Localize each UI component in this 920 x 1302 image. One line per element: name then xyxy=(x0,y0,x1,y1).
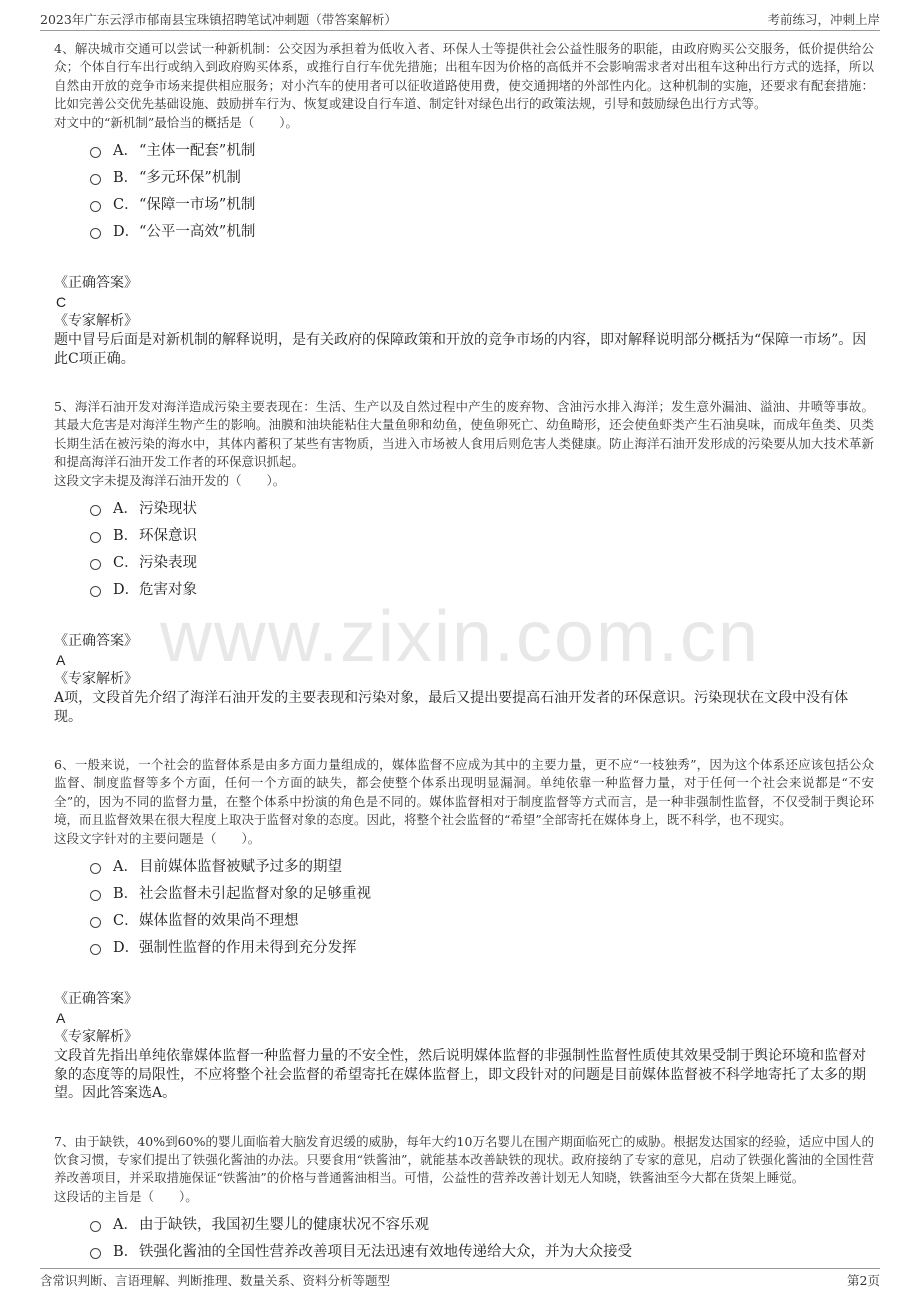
option-c[interactable]: C． “保障一市场”机制 xyxy=(90,190,874,217)
question-prompt: 这段文字未提及海洋石油开发的（ ）。 xyxy=(54,472,286,488)
analysis-text: 题中冒号后面是对新机制的解释说明，是有关政府的保障政策和开放的竞争市场的内容，即对解释说明部分概括为“保障一市场”。因此C项正确。 xyxy=(54,332,867,367)
page-content xyxy=(54,40,874,1294)
option-a[interactable]: A． 由于缺铁，我国初生婴儿的健康状况不容乐观 xyxy=(90,1210,874,1237)
analysis-text: A项，文段首先介绍了海洋石油开发的主要表现和污染对象，最后又提出要提高石油开发者的环保意识。污染现状在文段中没有体现。 xyxy=(54,690,849,725)
radio-icon[interactable] xyxy=(90,1248,101,1259)
option-d[interactable]: D． 强制性监督的作用未得到充分发挥 xyxy=(90,933,874,960)
answer-title: 《正确答案》 xyxy=(54,275,138,292)
page-number: 第2页 xyxy=(847,1273,880,1288)
option-list xyxy=(90,494,874,602)
option-b[interactable]: B． “多元环保”机制 xyxy=(90,163,874,190)
radio-icon[interactable] xyxy=(90,505,101,516)
option-a[interactable]: A． 目前媒体监督被赋予过多的期望 xyxy=(90,852,874,879)
header-slogan: 考前练习，冲刺上岸 xyxy=(767,12,880,27)
option-a[interactable]: A． “主体一配套”机制 xyxy=(90,136,874,163)
footer-note: 含常识判断、言语理解、判断推理、数量关系、资料分析等题型 xyxy=(40,1273,391,1288)
radio-icon[interactable] xyxy=(90,586,101,597)
answer-block xyxy=(54,274,874,368)
question-6 xyxy=(54,756,874,1103)
option-b[interactable]: B． 环保意识 xyxy=(90,521,874,548)
radio-icon[interactable] xyxy=(90,917,101,928)
document-title: 2023年广东云浮市郁南县宝珠镇招聘笔试冲刺题（带答案解析） xyxy=(40,12,397,27)
radio-icon[interactable] xyxy=(90,890,101,901)
radio-icon[interactable] xyxy=(90,174,101,185)
analysis-text: 文段首先指出单纯依靠媒体监督一种监督力量的不安全性，然后说明媒体监督的非强制性监督性质使其效果受制于舆论环境和监督对象的态度等的局限性，不应将整个社会监督的希望寄托在媒体监督上，即文段针对的问题是目前媒体监督被不科学地寄托了太多的期望。因此答案选A。 xyxy=(54,1048,866,1102)
analysis-title: 《专家解析》 xyxy=(54,671,138,688)
option-list xyxy=(90,852,874,960)
option-b[interactable]: B． 社会监督未引起监督对象的足够重视 xyxy=(90,879,874,906)
radio-icon[interactable] xyxy=(90,863,101,874)
radio-icon[interactable] xyxy=(90,228,101,239)
option-c[interactable]: C． 污染表现 xyxy=(90,548,874,575)
question-text: 5、海洋石油开发对海洋造成污染主要表现在：生活、生产以及自然过程中产生的废弃物、含油污水排入海洋；发生意外漏油、溢油、井喷等事故。其最大危害是对海洋生物产生的影响。油膜和油块能粘住大量鱼卵和幼鱼，使鱼卵死亡、幼鱼畸形，还会使鱼虾类产生石油臭味，而成年鱼类、贝类长期生活在被污染的海水中，其体内蓄积了某些有害物质，当进入市场被人食用后则危害人类健康。防止海洋石油开发形成的污染要从加大技术革新和提高海洋石油开发工作者的环保意识抓起。 xyxy=(54,399,874,470)
question-text: 6、一般来说，一个社会的监督体系是由多方面力量组成的，媒体监督不应成为其中的主要力量，更不应“一枝独秀”，因为这个体系还应该包括公众监督、制度监督等多个方面，任何一个方面的缺失，都会使整个体系出现明显漏洞。单纯依靠一种监督力量，对于任何一个社会来说都是“不安全”的，因为不同的监督力量，在整个体系中扮演的角色是不同的。媒体监督相对于制度监督等方式而言，是一种非强制性监督，不仅受制于舆论环境，而且监督效果在很大程度上取决于监督对象的态度。因此，将整个社会监督的“希望”全部寄托在媒体身上，既不科学，也不现实。 xyxy=(54,757,874,828)
question-prompt: 这段话的主旨是（ ）。 xyxy=(54,1188,198,1204)
radio-icon[interactable] xyxy=(90,147,101,158)
option-a[interactable]: A． 污染现状 xyxy=(90,494,874,521)
radio-icon[interactable] xyxy=(90,201,101,212)
analysis-title: 《专家解析》 xyxy=(54,313,138,330)
page-footer xyxy=(40,1268,880,1291)
question-4 xyxy=(54,40,874,368)
radio-icon[interactable] xyxy=(90,944,101,955)
question-text: 7、由于缺铁，40%到60%的婴儿面临着大脑发育迟缓的威胁，每年大约10万名婴儿在围产期面临死亡的威胁。根据发达国家的经验，适应中国人的饮食习惯，专家们提出了铁强化酱油的办法。只要食用“铁酱油”，就能基本改善缺铁的现状。政府接纳了专家的意见，启动了铁强化酱油的全国性营养改善项目，并采取措施保证“铁酱油”的价格与普通酱油相当。可惜，公益性的营养改善计划无人知晓，铁酱油至今大都在货架上睡觉。 xyxy=(54,1133,874,1186)
question-prompt: 这段文字针对的主要问题是（ ）。 xyxy=(54,830,261,846)
question-prompt: 对文中的“新机制”最恰当的概括是（ ）。 xyxy=(54,114,299,130)
answer-value: A xyxy=(56,1010,66,1027)
question-text: 4、解决城市交通可以尝试一种新机制：公交因为承担着为低收入者、环保人士等提供社会公益性服务的职能，由政府购买公交服务，低价提供给公众；个体自行车出行或纳入到政府购买体系，或推行自行车优先措施；出租车因为价格的高低并不会影响需求者对出租车这种出行方式的选择，所以自然由开放的竞争市场来提供相应服务；对小汽车的使用者可以征收道路使用费，使交通拥堵的外部性内化。这种机制的实施，还要求有配套措施：比如完善公交优先基础设施、鼓励拼车行为、恢复或建设自行车道、制定针对绿色出行的政策法规，引导和鼓励绿色出行方式等。 xyxy=(54,41,874,112)
answer-block xyxy=(54,632,874,726)
option-d[interactable]: D． 危害对象 xyxy=(90,575,874,602)
option-d[interactable]: D． “公平一高效”机制 xyxy=(90,217,874,244)
answer-block xyxy=(54,990,874,1103)
answer-value: A xyxy=(56,652,66,669)
answer-value: C xyxy=(56,294,67,311)
radio-icon[interactable] xyxy=(90,559,101,570)
option-list xyxy=(90,1210,874,1264)
radio-icon[interactable] xyxy=(90,1221,101,1232)
option-b[interactable]: B． 铁强化酱油的全国性营养改善项目无法迅速有效地传递给大众，并为大众接受 xyxy=(90,1237,874,1264)
page-header xyxy=(40,8,880,31)
answer-title: 《正确答案》 xyxy=(54,991,138,1008)
analysis-title: 《专家解析》 xyxy=(54,1029,138,1046)
question-5 xyxy=(54,398,874,726)
answer-title: 《正确答案》 xyxy=(54,633,138,650)
option-c[interactable]: C． 媒体监督的效果尚不理想 xyxy=(90,906,874,933)
option-list xyxy=(90,136,874,244)
question-7 xyxy=(54,1133,874,1265)
radio-icon[interactable] xyxy=(90,532,101,543)
watermark: www.zixin.com.cn xyxy=(159,597,761,677)
